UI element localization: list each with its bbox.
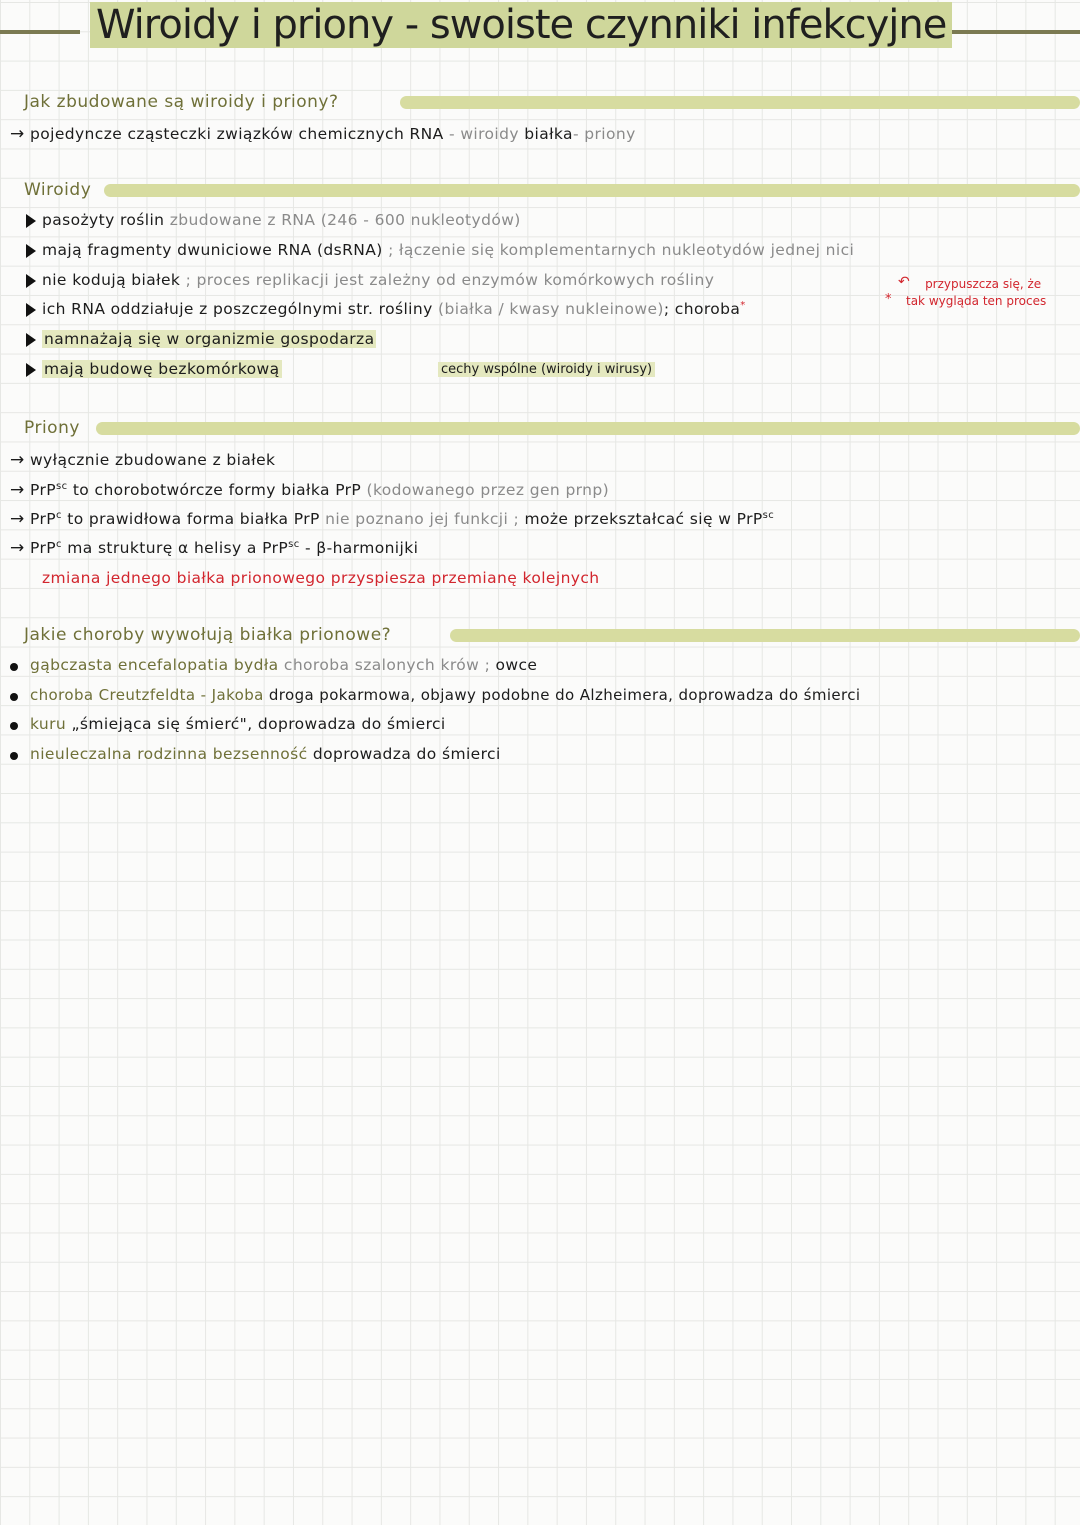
page-title-text: Wiroidy i priony - swoiste czynniki infekcyjne (90, 2, 952, 48)
section1-text: pojedyncze cząsteczki związków chemicznych (29, 125, 405, 143)
section1-heading: Jak zbudowane są wiroidy i priony? (24, 92, 339, 112)
item-text: pasożyty roślin (42, 211, 165, 229)
arrow-icon: → (10, 124, 25, 144)
wiroidy-item-5 (42, 330, 376, 348)
section4-band (450, 629, 1080, 642)
bullet-dot-icon (10, 722, 18, 730)
item-text: mają budowę bezkomórkową (44, 360, 280, 378)
item-detail: (białka / kwasy nukleinowe) (438, 300, 664, 319)
rna-text: RNA (409, 125, 444, 143)
priony-text-2: może przekształcać się w PrP (524, 510, 763, 528)
section2-band (104, 184, 1080, 197)
disease-item-4 (30, 745, 501, 763)
prp-text: PrP (29, 539, 56, 557)
wiroidy-item-4 (42, 300, 746, 318)
section3-band (96, 422, 1080, 435)
note-asterisk: * (885, 292, 892, 307)
section1-band (400, 96, 1080, 109)
priony-text-2: - β-harmonijki (304, 539, 419, 557)
item-text-2: ; choroba (663, 300, 741, 319)
disease-detail: „śmiejąca się śmierć", doprowadza do śmierci (71, 715, 446, 733)
prp-text: PrP (29, 510, 56, 528)
wiroidy-item-2 (42, 241, 854, 259)
arrow-icon: → (10, 480, 25, 500)
arrow-icon: → (10, 509, 25, 529)
page-title (90, 2, 952, 60)
common-features-label (438, 362, 655, 377)
arrow-icon: → (10, 538, 25, 558)
wiroidy-item-3 (42, 271, 714, 289)
prp-sup: sc (762, 509, 775, 521)
note-line-1: przypuszcza się, że (925, 277, 1042, 291)
priony-text: wyłącznie zbudowane z białek (29, 451, 276, 469)
item-detail: zbudowane z RNA (246 - 600 nukleotydów) (169, 211, 521, 229)
priony-line-2 (10, 480, 609, 500)
side-note (906, 276, 1046, 310)
bullet-triangle-icon (26, 333, 36, 347)
disease-host: owce (495, 656, 538, 674)
disease-name: choroba Creutzfeldta - Jakoba (30, 686, 264, 704)
disease-name: gąbczasta encefalopatia bydła (30, 656, 279, 674)
bullet-triangle-icon (26, 303, 36, 317)
bullet-triangle-icon (26, 363, 36, 377)
wiroidy-item-1 (42, 211, 521, 229)
priony-text: priony (584, 125, 636, 143)
arrow-icon: → (10, 450, 25, 470)
item-text: nie kodują białek (42, 271, 181, 289)
bialka-text: białka (524, 125, 573, 143)
priony-detail: (kodowanego przez gen prnp) (366, 481, 610, 499)
item-text: mają fragmenty dwuniciowe RNA (dsRNA) (42, 241, 383, 259)
prp-sup: sc (55, 480, 68, 492)
bullet-dot-icon (10, 752, 18, 760)
disease-name: kuru (30, 715, 67, 733)
title-rule-left (0, 30, 80, 34)
section1-line (10, 124, 636, 144)
prp-text: PrP (29, 481, 56, 499)
disease-item-3 (30, 715, 446, 733)
item-text: namnażają się w organizmie gospodarza (44, 330, 375, 348)
wiroidy-item-6 (42, 360, 282, 378)
asterisk: * (740, 300, 746, 311)
item-text: ich RNA oddziałuje z poszczególnymi str. rośliny (42, 300, 433, 319)
priony-line-5 (42, 569, 600, 587)
priony-red-text: zmiana jednego białka prionowego przyspiesza przemianę kolejnych (42, 569, 600, 587)
priony-text: ma strukturę α helisy a PrP (67, 539, 289, 557)
note-arrow-icon: ↶ (898, 274, 910, 290)
bullet-triangle-icon (26, 274, 36, 288)
bullet-dot-icon (10, 663, 18, 671)
disease-detail: choroba szalonych krów ; (283, 656, 491, 674)
disease-detail: droga pokarmowa, objawy podobne do Alzheimera, doprowadza do śmierci (268, 686, 861, 704)
prp-sup: c (55, 538, 62, 550)
common-features-text: cechy wspólne (wiroidy i wirusy) (441, 362, 653, 377)
priony-line-3 (10, 509, 774, 529)
priony-text: to prawidłowa forma białka PrP (67, 510, 320, 528)
section2-heading: Wiroidy (24, 180, 92, 200)
disease-item-2 (30, 686, 861, 704)
disease-name: nieuleczalna rodzinna bezsenność (30, 745, 308, 763)
prp-sup: sc (288, 538, 300, 550)
wiroidy-text: wiroidy (460, 125, 519, 143)
title-rule-right (935, 30, 1080, 34)
separator: - (572, 125, 579, 143)
priony-text: to chorobotwórcze formy białka PrP (72, 481, 362, 499)
separator: - (449, 125, 455, 143)
disease-detail: doprowadza do śmierci (312, 745, 501, 763)
section4-heading: Jakie choroby wywołują białka prionowe? (24, 625, 392, 645)
disease-item-1 (30, 656, 537, 674)
item-detail: ; łączenie się komplementarnych nukleotydów jednej nici (388, 241, 855, 259)
section3-heading: Priony (24, 418, 80, 438)
prp-sup: c (55, 509, 62, 521)
bullet-triangle-icon (26, 214, 36, 228)
priony-line-1 (10, 450, 275, 470)
bullet-triangle-icon (26, 244, 36, 258)
item-detail: ; proces replikacji jest zależny od enzymów komórkowych rośliny (185, 271, 715, 289)
bullet-dot-icon (10, 693, 18, 701)
priony-line-4 (10, 538, 418, 558)
note-line-2: tak wygląda ten proces (906, 294, 1047, 308)
priony-detail: nie poznano jej funkcji ; (325, 510, 520, 528)
